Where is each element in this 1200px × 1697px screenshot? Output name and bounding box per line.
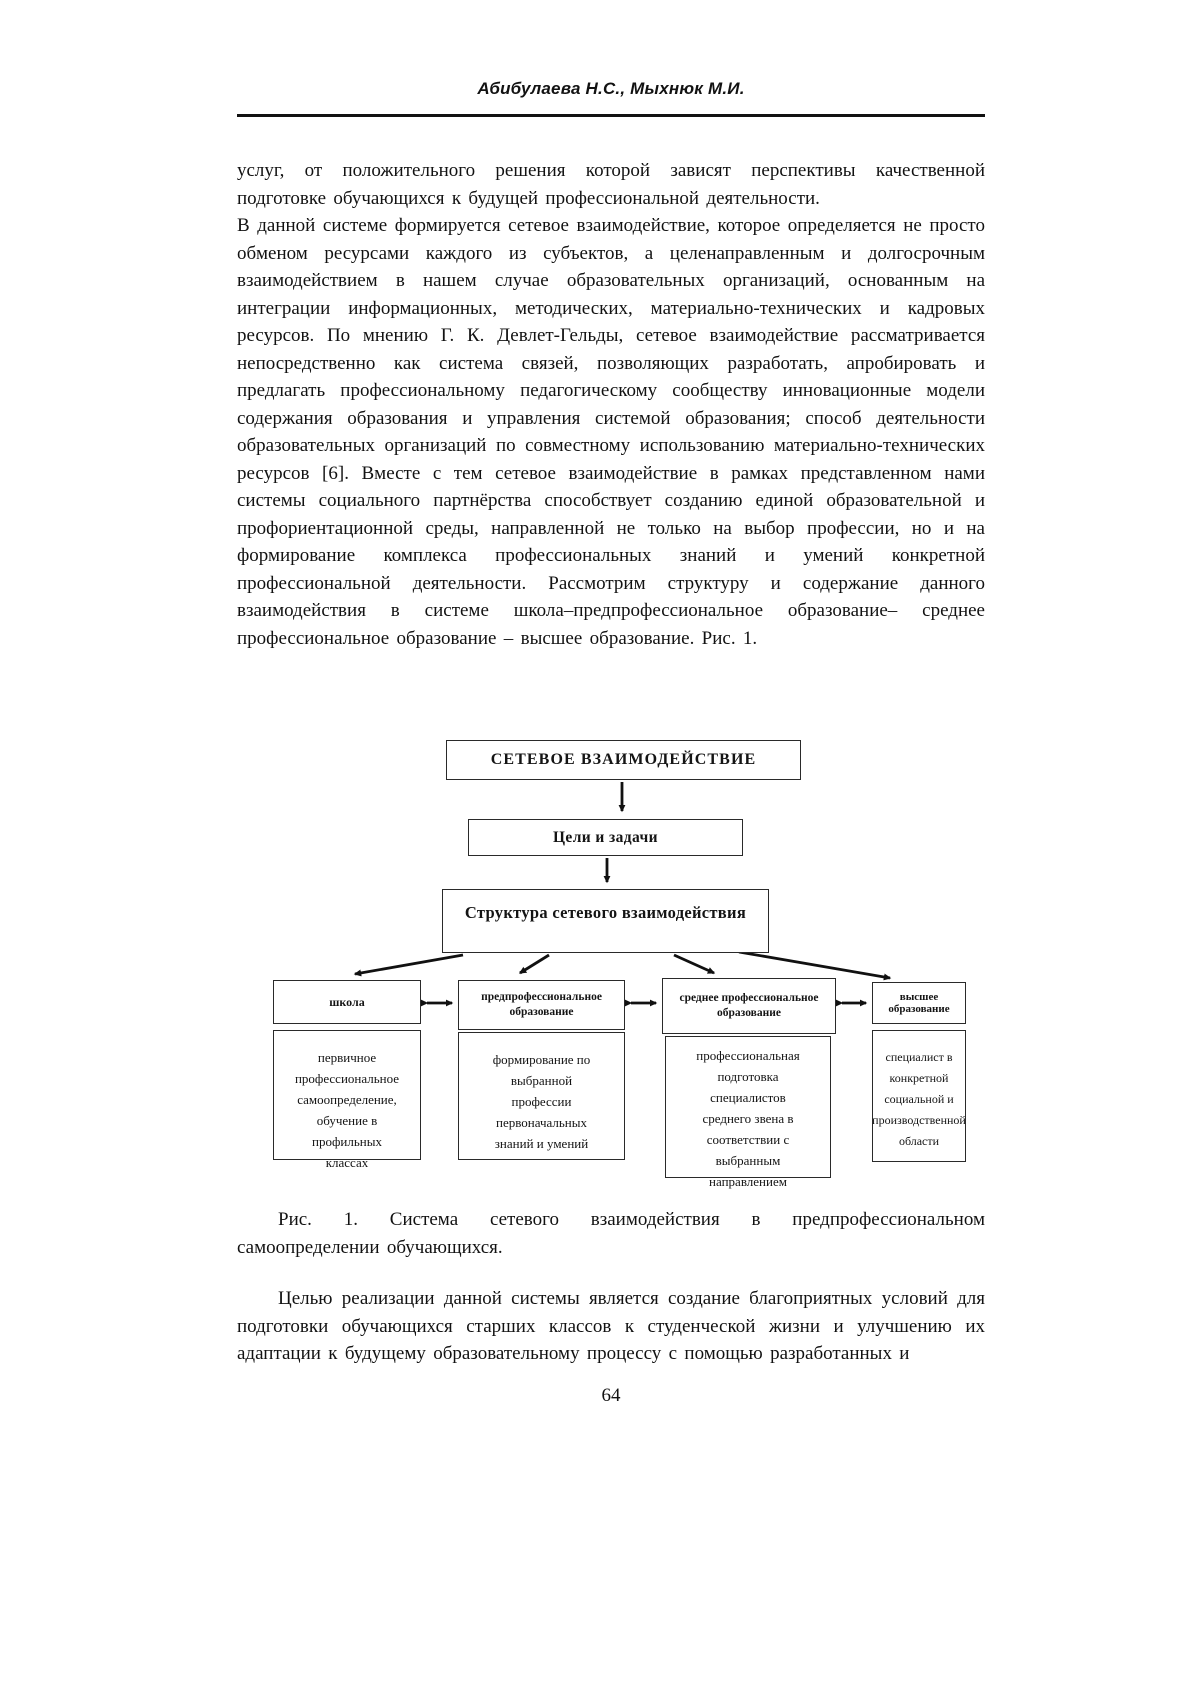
figure-1-caption: Рис. 1. Система сетевого взаимодействия в предпрофессиональном самоопределении обучающихся. <box>237 1209 985 1258</box>
desc-school: первичное профессиональное самоопределение, обучение в профильных классах <box>273 1030 421 1160</box>
node-secondary-professional-education: среднее профессиональное образование <box>662 978 836 1034</box>
node-school: школа <box>273 980 421 1024</box>
arrow-structure-to-school-icon <box>355 955 463 974</box>
arrow-structure-to-preprof-icon <box>520 955 549 973</box>
desc-preprofessional-education: формирование по выбранной профессии первоначальных знаний и умений <box>458 1032 625 1160</box>
node-higher-education: высшее образование <box>872 982 966 1024</box>
arrow-structure-to-secondary-icon <box>674 955 714 973</box>
body-paragraph-2: В данной системе формируется сетевое взаимодействие, которое определяется не просто обменом ресурсами каждого из субъектов, а целенаправленным и долгосрочным взаимодействием в нашем случае образовательных организаций, основанным на интеграции информационных, методических, материально-технических и кадровых ресурсов. По мнению Г. К. Девлет-Гельды, сетевое взаимодействие рассматривается непосредственно как система связей, позволяющих разработать, апробировать и предлагать профессиональному педагогическому сообществу инновационные модели содержания образования и управления системой образования; способ деятельности образовательных организаций по совместному использованию материально-технических ресурсов [6]. Вместе с тем сетевое взаимодействие в рамках представленном нами системы социального партнёрства способствует созданию единой образовательной и профориентационной среды, направленной не только на выбор профессии, но и на формирование комплекса профессиональных знаний и умений конкретной профессиональной деятельности. Рассмотрим структуру и содержание данного взаимодействия в системе школа–предпрофессиональное образование– среднее профессиональное образование – высшее образование. Рис. 1. <box>237 215 985 649</box>
desc-secondary-professional-education: профессиональная подготовка специалистов среднего звена в соответствии с выбранным направлением <box>665 1036 831 1178</box>
body-paragraph-1: услуг, от положительного решения которой зависят перспективы качественной подготовке обучающихся к будущей профессиональной деятельности. <box>237 160 985 209</box>
figure-1-diagram <box>237 726 985 1189</box>
node-goals-tasks: Цели и задачи <box>468 819 743 856</box>
arrow-structure-to-higher-icon <box>739 952 890 978</box>
text-column <box>237 0 985 1407</box>
desc-higher-education: специалист в конкретной социальной и производственной области <box>872 1030 966 1162</box>
node-structure: Структура сетевого взаимодействия <box>442 889 769 953</box>
page-number: 64 <box>601 1384 621 1406</box>
body-paragraph-3: Целью реализации данной системы является создание благоприятных условий для подготовки обучающихся старших классов к студенческой жизни и улучшению их адаптации к будущему образовательному процессу с помощью разработанных и <box>237 1288 985 1364</box>
node-preprofessional-education: предпрофессиональное образование <box>458 980 625 1030</box>
node-network-interaction: СЕТЕВОЕ ВЗАИМОДЕЙСТВИЕ <box>446 740 801 780</box>
header-divider-line <box>237 114 985 117</box>
page-header-authors: Абибулаева Н.С., Мыхнюк М.И. <box>477 79 745 98</box>
